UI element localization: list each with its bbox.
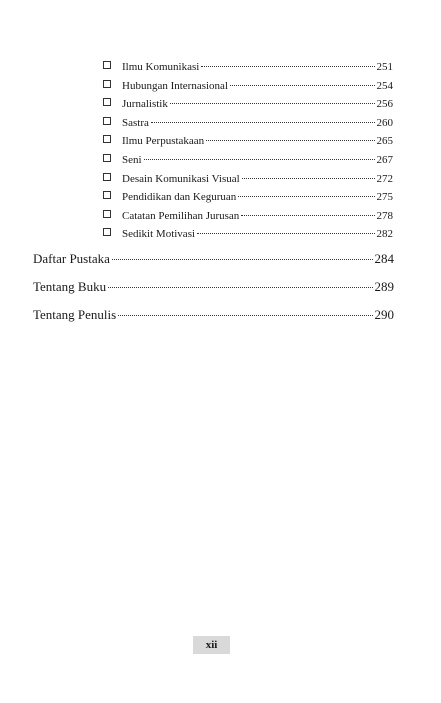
toc-entry-page: 267 bbox=[376, 153, 393, 166]
toc-entry-page: 265 bbox=[376, 135, 393, 148]
toc-entry-page: 251 bbox=[376, 61, 393, 73]
main-chapter-list bbox=[33, 249, 394, 333]
dot-leader bbox=[151, 122, 375, 123]
toc-main-entry-title: Tentang Buku bbox=[33, 279, 107, 294]
dot-leader bbox=[170, 103, 375, 104]
dot-leader bbox=[144, 159, 375, 160]
square-bullet-icon bbox=[103, 228, 111, 236]
dot-leader bbox=[230, 85, 375, 86]
toc-entry bbox=[103, 170, 393, 189]
square-bullet-icon bbox=[103, 98, 111, 106]
toc-entry bbox=[103, 188, 393, 207]
toc-entry-title: Ilmu Komunikasi bbox=[122, 61, 200, 73]
toc-entry-title: Catatan Pemilihan Jurusan bbox=[122, 209, 240, 222]
square-bullet-icon bbox=[103, 80, 111, 88]
toc-entry-page: 275 bbox=[376, 191, 393, 204]
toc-entry-page: 278 bbox=[376, 209, 393, 222]
toc-entry-page: 254 bbox=[376, 79, 393, 92]
toc-entry-page: 260 bbox=[376, 116, 393, 129]
square-bullet-icon bbox=[103, 117, 111, 125]
toc-entry bbox=[103, 132, 393, 151]
toc-main-entry bbox=[33, 249, 394, 277]
square-bullet-icon bbox=[103, 61, 111, 69]
toc-entry-title: Sastra bbox=[122, 116, 149, 129]
sub-chapter-list bbox=[103, 58, 393, 244]
toc-entry bbox=[103, 114, 393, 133]
toc-entry bbox=[103, 225, 393, 244]
dot-leader bbox=[118, 315, 372, 316]
toc-entry-title: Seni bbox=[122, 153, 142, 166]
square-bullet-icon bbox=[103, 154, 111, 162]
toc-main-entry bbox=[33, 305, 394, 333]
toc-main-entry-page: 290 bbox=[374, 307, 394, 322]
toc-main-entry bbox=[33, 277, 394, 305]
toc-entry-title: Hubungan Internasional bbox=[122, 79, 228, 92]
toc-main-entry-page: 289 bbox=[374, 279, 394, 294]
toc-entry-title: Pendidikan dan Keguruan bbox=[122, 191, 237, 204]
square-bullet-icon bbox=[103, 191, 111, 199]
dot-leader bbox=[206, 140, 374, 141]
toc-entry-page: 256 bbox=[376, 98, 393, 111]
toc-entry bbox=[103, 58, 393, 77]
dot-leader bbox=[238, 196, 374, 197]
dot-leader bbox=[197, 233, 374, 234]
square-bullet-icon bbox=[103, 135, 111, 143]
toc-entry bbox=[103, 151, 393, 170]
square-bullet-icon bbox=[103, 173, 111, 181]
dot-leader bbox=[241, 215, 374, 216]
toc-entry-title: Ilmu Perpustakaan bbox=[122, 135, 205, 148]
toc-entry-page: 282 bbox=[376, 228, 393, 241]
toc-entry bbox=[103, 207, 393, 226]
dot-leader bbox=[112, 259, 373, 260]
toc-main-entry-title: Daftar Pustaka bbox=[33, 251, 110, 266]
toc-entry-page: 272 bbox=[376, 172, 393, 185]
dot-leader bbox=[108, 287, 372, 288]
square-bullet-icon bbox=[103, 210, 111, 218]
dot-leader bbox=[242, 178, 375, 179]
dot-leader bbox=[201, 66, 374, 67]
toc-entry bbox=[103, 95, 393, 114]
toc-entry-title: Desain Komunikasi Visual bbox=[122, 172, 240, 185]
toc-main-entry-page: 284 bbox=[374, 251, 394, 266]
toc-entry-title: Sedikit Motivasi bbox=[122, 228, 196, 241]
page-number-badge: xii bbox=[193, 636, 230, 654]
toc-entry bbox=[103, 77, 393, 96]
toc-main-entry-title: Tentang Penulis bbox=[33, 307, 117, 322]
toc-entry-title: Jurnalistik bbox=[122, 98, 168, 111]
